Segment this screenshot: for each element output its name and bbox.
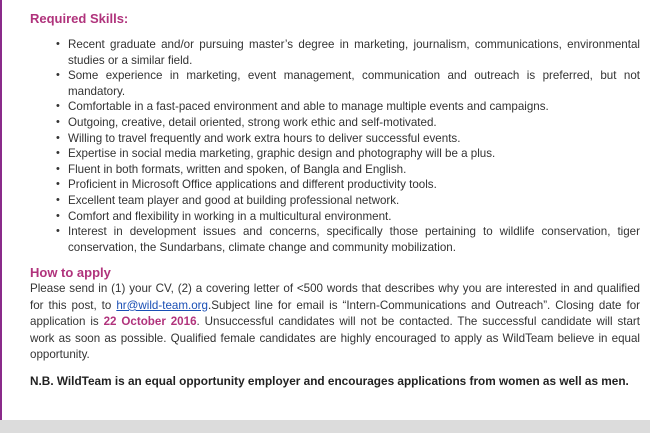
bullet-icon: • [56, 147, 60, 160]
skill-text: Proficient in Microsoft Office applications and different productivity tools. [68, 178, 437, 192]
skill-text: Comfortable in a fast-paced environment and able to manage multiple events and campaigns. [68, 100, 549, 114]
list-item [56, 68, 640, 99]
list-item [56, 115, 640, 131]
closing-date: 22 October 2016 [103, 315, 197, 329]
how-to-apply-heading: How to apply [30, 265, 111, 281]
skill-text: Interest in development issues and concerns, specifically those pertaining to wildlife conservation, tiger conservation, the Sundarbans, climate change and community mobilization. [68, 225, 640, 254]
list-item [56, 209, 640, 225]
apply-text-part-3: . Unsuccessful candidates will not be contacted. The successful candidate will start work as soon as possible. Qualified female candidates are highly encouraged to apply as WildTeam believe in equal opportunity. [30, 315, 640, 361]
list-item [56, 146, 640, 162]
bullet-icon: • [56, 209, 60, 222]
list-item [56, 99, 640, 115]
bullet-icon: • [56, 69, 60, 82]
skill-text: Excellent team player and good at building professional network. [68, 193, 400, 207]
skill-text: Willing to travel frequently and work extra hours to deliver successful events. [68, 131, 461, 145]
bullet-icon: • [56, 115, 60, 128]
left-accent-rule [0, 0, 2, 420]
list-item [56, 37, 640, 68]
bullet-icon: • [56, 162, 60, 175]
content-area [30, 10, 640, 401]
list-item [56, 177, 640, 193]
how-to-apply-paragraph [30, 281, 640, 363]
skill-text: Outgoing, creative, detail oriented, strong work ethic and self-motivated. [68, 115, 437, 129]
apply-text-part-1: Please send in (1) your CV, (2) a covering letter of <500 words that describes why you are interested in and qualified for this post, to [30, 282, 640, 312]
skill-text: Comfort and flexibility in working in a multicultural environment. [68, 209, 392, 223]
skill-text: Recent graduate and/or pursuing master’s degree in marketing, journalism, communications, environmental studies or a similar field. [68, 38, 640, 67]
bullet-icon: • [56, 193, 60, 206]
list-item [56, 131, 640, 147]
skill-text: Expertise in social media marketing, graphic design and photography will be a plus. [68, 147, 496, 161]
list-item [56, 193, 640, 209]
list-item [56, 224, 640, 255]
bullet-icon: • [56, 131, 60, 144]
skill-text: Some experience in marketing, event management, communication and outreach is preferred, but not mandatory. [68, 69, 640, 98]
bullet-icon: • [56, 38, 60, 50]
bullet-icon: • [56, 178, 60, 191]
equal-opportunity-note: N.B. WildTeam is an equal opportunity employer and encourages applications from women as well as men. [30, 374, 629, 389]
bullet-icon: • [56, 225, 60, 238]
skill-text: Fluent in both formats, written and spoken, of Bangla and English. [68, 162, 407, 176]
bullet-icon: • [56, 100, 60, 113]
skills-list [30, 37, 640, 255]
list-item [56, 162, 640, 178]
apply-text-part-2: .Subject line for email is “Intern-Communications and Outreach”. Closing date for application is [30, 298, 640, 329]
email-link[interactable]: hr@wild-team.org [116, 298, 208, 312]
required-skills-heading: Required Skills: [30, 11, 129, 26]
bottom-scroll-band [0, 420, 650, 433]
